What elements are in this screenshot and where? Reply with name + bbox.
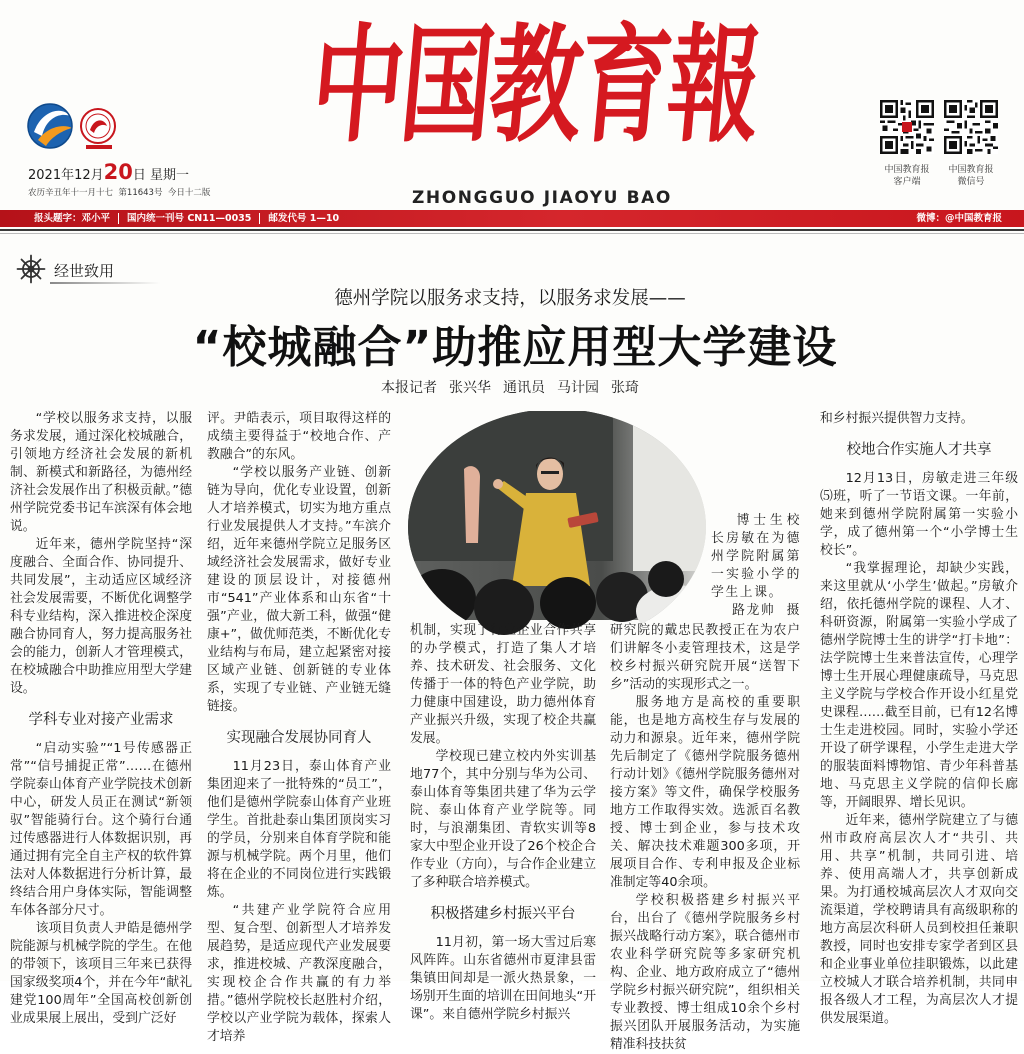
- paragraph: “学校以服务求支持，以服务求发展，通过深化校城融合，引领地方经济社会发展的新机制、新模式和新路径，为德州经济社会发展作出了积极贡献。”德州学院党委书记车滨深有体会地说。: [10, 411, 192, 534]
- qr-client-label-line1: 中国教育报: [884, 165, 930, 175]
- subheading: 校地合作实施人才共享: [846, 442, 992, 458]
- paragraph-continued: 研究院的戴忠民教授正在为农户们讲解冬小麦管理技术，这是学校乡村振兴研究院开展“送智下乡”活动的实现形式之一。: [610, 623, 800, 692]
- photo-student-head: [648, 561, 684, 597]
- paragraph-continued: 评。尹皓表示，项目取得这样的成绩主要得益于“校地合作、产教融合”的东风。: [207, 411, 391, 462]
- article-headline: “校城融合”助推应用型大学建设: [192, 322, 838, 373]
- article-column-2: [207, 410, 391, 1044]
- byline-reporter-title: 本报记者: [381, 380, 437, 396]
- article-photo: [408, 411, 706, 620]
- paragraph-continued: 机制，实现了行业企业合作共享的办学模式，打造了集人才培养、技术研发、社会服务、文化传播于一体的特色产业学院，助力健康中国建设，助力德州体育产业振兴升级，实现了校企共赢发展。: [410, 623, 596, 746]
- qr-code-icon: [880, 100, 934, 154]
- article-column-5: [820, 410, 1018, 1026]
- photo-caption-text: 博士生校长房敏在为德州学院附属第一实验小学的学生上课。: [711, 513, 801, 600]
- qr-client-label: [878, 164, 936, 188]
- subheading: 学科专业对接产业需求: [28, 712, 174, 728]
- paragraph: 近年来，德州学院坚持“深度融合、全面合作、协同提升、共同发展”，主动适应区域经济社会发展需要，不断优化调整学科专业结构，深入推进校企深度融合协同育人，努力提高服务社会的能力，创新人才管理模式，在校城融合中助推应用型大学建设。: [10, 537, 192, 696]
- qr-wechat-label-line1: 中国教育报: [948, 165, 994, 175]
- paragraph: 12月13日，房敏走进三年级⑸班，听了一节语文课。一年前，她来到德州学院附属第一实验小学，成了德州第一个“小学博士生校长”。: [820, 471, 1018, 558]
- subheading: 实现融合发展协同育人: [226, 730, 372, 746]
- date-weekday: 星期一: [150, 168, 190, 183]
- paragraph: 该项目负责人尹皓是德州学院能源与机械学院的学生。在他的带领下，该项目三年来已获得国家级奖项4个，并在今年“献礼建党100周年”全国高校创新创业成果展上展出，受到广泛好: [10, 921, 192, 1026]
- photo-teacher-hand: [493, 479, 503, 489]
- issue-date: [28, 160, 189, 184]
- article-column-3: [410, 622, 596, 1022]
- qr-client: [878, 100, 936, 188]
- date-day-suffix: 日: [132, 168, 146, 183]
- publication-number: 国内统一刊号 CN11—0035: [118, 213, 251, 224]
- qr-client-label-line2: 客户端: [893, 177, 921, 187]
- paragraph: “启动实验”“1号传感器正常”“信号捕捉正常”……在德州学院泰山体育产业学院技术创新中心，研发人员正在测试“新领驭”智能骑行台。这个骑行台通过传感器进行人体数据识别，再通过拥有完全自主产权的软件算法对人体数据进行分析计算，最终结合用户身体实际，智能调整车体各部分尺寸。: [10, 741, 192, 918]
- article-subtitle: 德州学院以服务求支持，以服务求发展——: [334, 288, 686, 309]
- photo-window: [633, 421, 706, 571]
- article-column-4: [610, 622, 800, 1052]
- photo-teacher-glasses: [541, 471, 559, 474]
- subheading: 积极搭建乡村振兴平台: [430, 906, 576, 922]
- photo-raised-hand: [464, 466, 480, 543]
- masthead-logos: [24, 96, 124, 156]
- byline-correspondent-name-2: 张琦: [611, 380, 639, 396]
- byline-correspondent-title: 通讯员: [503, 380, 545, 396]
- paragraph-continued: 和乡村振兴提供智力支持。: [820, 411, 974, 426]
- postal-code: 邮发代号 1—10: [259, 213, 339, 224]
- qr-code-icon: [944, 100, 998, 154]
- paragraph: 学校现已建立校内外实训基地77个，其中分别与华为公司、泰山体育等集团共建了华为云学院、泰山体育产业学院等。同时，与浪潮集团、青软实训等8家大中型企业开设了26个校企合作专业（方向），与合作企业建立了多种联合培养模式。: [410, 749, 596, 890]
- masthead-pinyin: ZHONGGUO JIAOYU BAO: [412, 188, 672, 208]
- qr-wechat-label-line2: 微信号: [957, 177, 985, 187]
- masthead-title: 中国教育報: [305, 10, 764, 160]
- date-year-month: 2021年12月: [28, 168, 104, 183]
- photo-credit: 路龙帅 摄: [732, 603, 801, 618]
- issue-info: 农历辛丑年十一月十七 第11643号 今日十二版: [28, 188, 211, 198]
- byline-reporter-name: 张兴华: [449, 380, 491, 396]
- newspaper-logo-icon: [28, 104, 72, 148]
- masthead-divider-thin: [0, 233, 1024, 234]
- paragraph: 服务地方是高校的重要职能，也是地方高校生存与发展的动力和源泉。近年来，德州学院先后制定了《德州学院服务德州行动计划》《德州学院服务德州对接方案》等文件，确保学校服务地方工作取得实效。选派百名教授、博士到企业，参与技术攻关、解决技术难题300多项，开展项目合作、专利申报及企业标准制定等40余项。: [610, 695, 800, 890]
- byline-correspondent-name-1: 马计园: [557, 380, 599, 396]
- anniversary-seal-icon: [81, 109, 115, 149]
- paragraph: 11月23日，泰山体育产业集团迎来了一批特殊的“员工”，他们是德州学院泰山体育产业班学生。首批赴泰山集团顶岗实习的学员，分别来自体育学院和能源与机械学院。两个月里，他们将在企业的不同岗位进行实践锻炼。: [207, 759, 391, 900]
- paragraph: “共建产业学院符合应用型、复合型、创新型人才培养发展趋势，是适应现代产业发展要求，推进校城、产教深度融合，实现校企合作共赢的有力举措。”德州学院校长赵胜村介绍，学校以产业学院为载体，探索人才培养: [207, 903, 391, 1044]
- section-label: 经世致用: [54, 262, 115, 280]
- masthead-divider: [0, 229, 1024, 231]
- ship-wheel-icon: [16, 254, 46, 284]
- paragraph: 11月初，第一场大雪过后寒风阵阵。山东省德州市夏津县雷集镇田间却是一派火热景象，一场别开生面的培训在田间地头“开课”。来自德州学院乡村振兴: [410, 935, 596, 1022]
- section-underline: [50, 282, 160, 284]
- masthead-inscription: 报头题字：邓小平: [34, 213, 111, 224]
- photo-caption: [711, 512, 801, 620]
- masthead-info-bar: [0, 210, 1024, 227]
- paragraph: “我掌握理论，却缺少实践，来这里就从‘小学生’做起。”房敏介绍，依托德州学院的课程、人才、科研资源，附属第一实验小学成了德州学院博士生的讲学“打卡地”：法学院博士生来普法宣传，心理学博士生开展心理健康疏导，马克思主义学院与学校合作开设小红星党史课程……截至目前，已有12名博士生走进校园。同时，实验小学还开设了研学课程，小学生走进大学的服装面料博物馆、青少年科普基地、马克思主义学院的信仰长廊等，开阔眼界、增长见识。: [820, 561, 1018, 810]
- photo-student-head: [408, 569, 476, 629]
- paragraph: 学校积极搭建乡村振兴平台，出台了《德州学院服务乡村振兴战略行动方案》，联合德州市农业科学研究院等多家研究机构、企业、地方政府成立了“德州学院乡村振兴研究院”，组织相关专业教授、博士组成10余个乡村振兴团队开展服务活动，为实施精准科技扶贫: [610, 893, 800, 1052]
- date-day: 20: [103, 160, 133, 184]
- paragraph: 近年来，德州学院建立了与德州市政府高层次人才“共引、共用、共享”机制，共同引进、培养、使用高端人才，共享创新成果。为打通校城高层次人才双向交流渠道，学校聘请具有高级职称的地方高层次科研人员到校担任兼职教授，同时也安排专家学者到区县和企业事业单位挂职锻炼，以此建立校城人才联合培养机制，共同申报各级人才工程，为高层次人才提供发展渠道。: [820, 813, 1018, 1026]
- qr-wechat-label: [942, 164, 1000, 188]
- section-badge: [16, 252, 176, 286]
- qr-wechat: [942, 100, 1000, 188]
- article-column-1: [10, 410, 192, 1026]
- article-byline: [290, 377, 730, 397]
- weibo-handle: 微博：@中国教育报: [916, 213, 1002, 224]
- paragraph: “学校以服务产业链、创新链为导向，优化专业设置，创新人才培养模式，切实为地方重点行业发展提供人才支持。”车滨介绍，近年来德州学院立足服务区域经济社会发展需求，做好专业建设的顶层设计，对接德州市“541”产业体系和山东省“十强”产业，做大新工科，做强“健康+”，做优师范类，不断优化专业结构与布局，建立起紧密对接区域产业链、创新链的专业体系，实现了专业链、产业链无缝链接。: [207, 465, 391, 714]
